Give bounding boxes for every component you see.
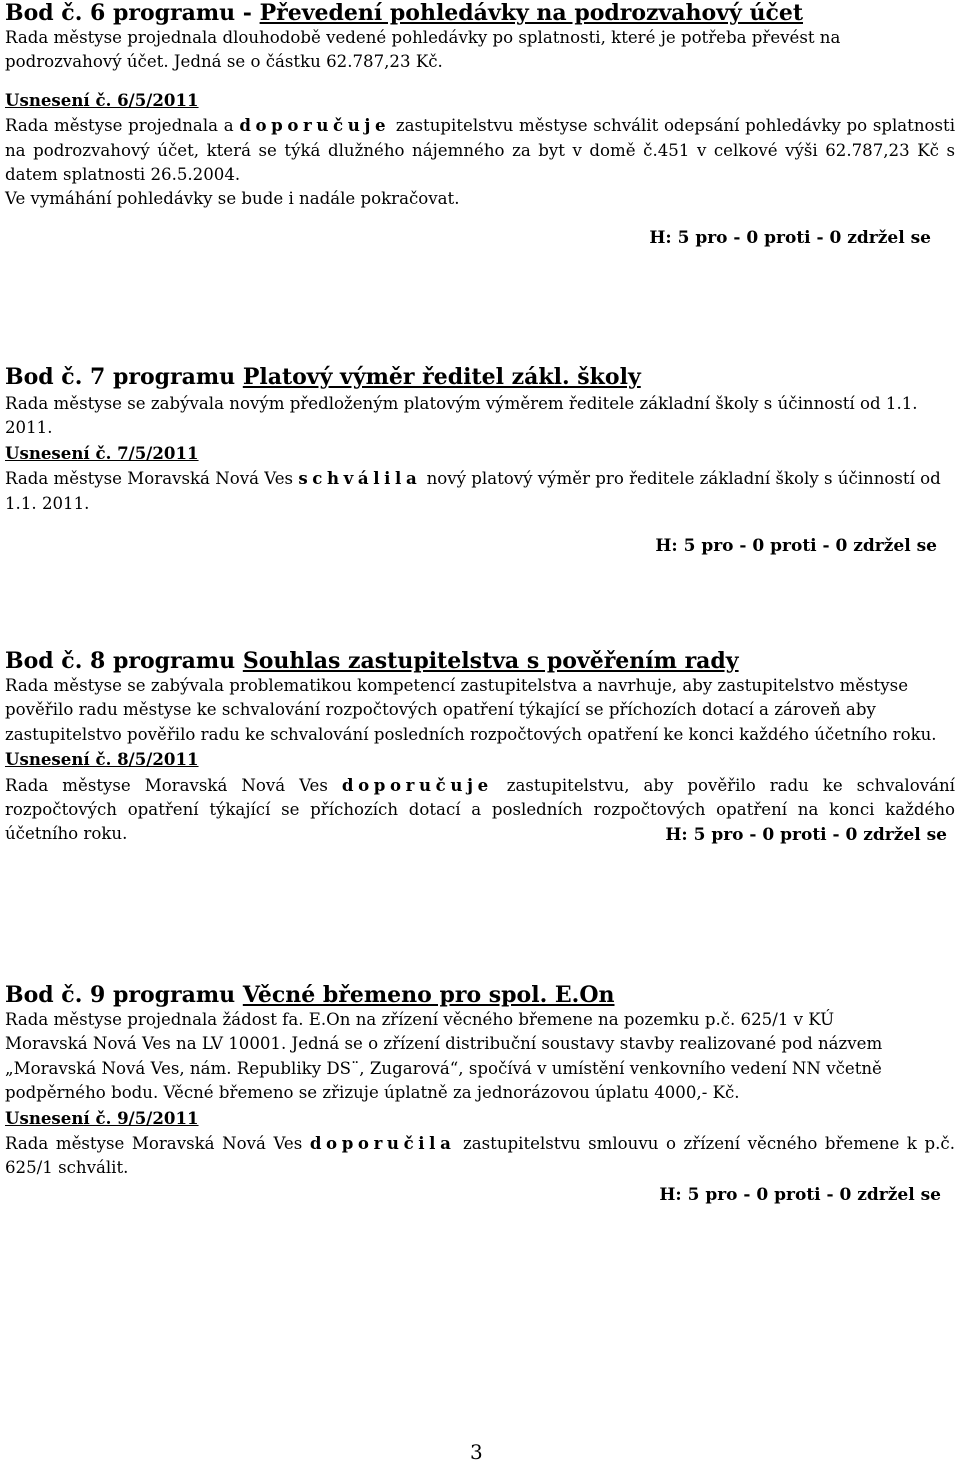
resolution-label: Usnesení č. 7/5/2011	[5, 442, 199, 463]
resolution-verb: schválila	[298, 468, 422, 489]
section-intro: Rada městyse se zabývala problematikou kompetencí zastupitelstva a navrhuje, aby zastupitelstvo městyse pověřilo radu městyse ke schvalování rozpočtových opatření týkající se příchozích dotací a zároveň aby zastupitelstvo pověřilo radu ke schvalování posledních rozpočtových opatření ke konci každého účetního roku.	[5, 676, 937, 744]
heading-number: Bod č. 8 programu	[5, 648, 243, 674]
section-bod-7	[5, 364, 955, 558]
heading-title: Souhlas zastupitelstva s pověřením rady	[242, 648, 739, 674]
section-heading	[5, 648, 955, 674]
heading-number: Bod č. 9 programu	[5, 982, 243, 1008]
resolution-text: Rada městyse Moravská Nová Ves doporučuje zastupitelstvu, aby pověřilo radu ke schvalování rozpočtových opatření týkající se příchozích dotací a posledních rozpočtových opatření na konci každého účetního roku.	[5, 774, 955, 844]
vote-result: H: 5 pro - 0 proti - 0 zdržel se	[655, 536, 937, 557]
vote-result: H: 5 pro - 0 proti - 0 zdržel se	[659, 1184, 941, 1205]
resolution-verb: doporučuje	[341, 774, 493, 795]
section-bod-8	[5, 648, 955, 847]
section-heading	[5, 364, 955, 390]
section-heading	[5, 0, 955, 26]
resolution-text: Rada městyse Moravská Nová Ves schválila nový platový výměr pro ředitele základní školy s účinností od 1.1. 2011.	[5, 468, 941, 513]
section-intro: Rada městyse projednala dlouhodobě vedené pohledávky po splatnosti, které je potřeba převést na podrozvahový účet. Jedná se o částku 62.787,23 Kč.	[5, 28, 841, 72]
section-bod-9	[5, 982, 955, 1207]
heading-title: Převedení pohledávky na podrozvahový účet	[259, 0, 803, 26]
resolution-note: Ve vymáhání pohledávky se bude i nadále pokračovat.	[5, 189, 460, 209]
vote-result: H: 5 pro - 0 proti - 0 zdržel se	[649, 227, 931, 248]
section-intro: Rada městyse projednala žádost fa. E.On na zřízení věcného břemene na pozemku p.č. 625/1 v KÚ Moravská Nová Ves na LV 10001. Jedná se o zřízení distribuční soustavy stavby realizované pod názvem „Moravská Nová Ves, nám. Republiky DS¨, Zugarová“, spočívá v umístění venkovního vedení NN včetně podpěrného bodu. Věcné břemeno se zřizuje úplatně za jednorázovou úplatu 4000,- Kč.	[5, 1010, 883, 1103]
heading-number: Bod č. 7 programu	[5, 364, 243, 390]
heading-number: Bod č. 6 programu -	[5, 0, 260, 26]
section-bod-6	[5, 0, 955, 250]
heading-title: Věcné břemeno pro spol. E.On	[242, 982, 615, 1008]
resolution-label: Usnesení č. 6/5/2011	[5, 89, 199, 110]
resolution-text: Rada městyse Moravská Nová Ves doporučila zastupitelstvu smlouvu o zřízení věcného břemene k p.č. 625/1 schválit.	[5, 1133, 955, 1178]
resolution-label: Usnesení č. 8/5/2011	[5, 749, 199, 770]
resolution-verb: doporučila	[309, 1133, 456, 1154]
section-heading	[5, 982, 955, 1008]
resolution-label: Usnesení č. 9/5/2011	[5, 1107, 199, 1128]
resolution-text: Rada městyse projednala a doporučuje zastupitelstvu městyse schválit odepsání pohledávky po splatnosti na podrozvahový účet, která se týká dlužného nájemného za byt v domě č.451 v celkové výši 62.787,23 Kč s datem splatnosti 26.5.2004.	[5, 115, 956, 185]
page-number: 3	[470, 1440, 483, 1464]
heading-title: Platový výměr ředitel zákl. školy	[242, 364, 641, 390]
vote-result: H: 5 pro - 0 proti - 0 zdržel se	[665, 824, 947, 845]
resolution-verb: doporučuje	[239, 115, 391, 136]
section-intro: Rada městyse se zabývala novým předloženým platovým výměrem ředitele základní školy s účinností od 1.1. 2011.	[5, 394, 918, 438]
